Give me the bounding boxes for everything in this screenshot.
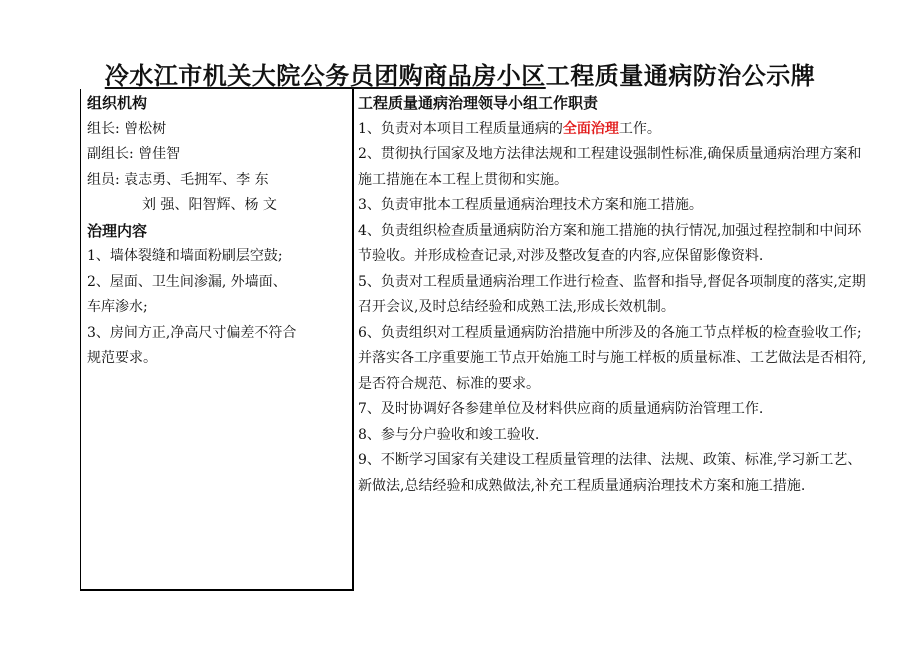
left-panel xyxy=(80,89,354,591)
duty1-text: 1、负责对本项目工程质量通病的 xyxy=(358,120,563,137)
title-rest: 工程质量通病防治公示牌 xyxy=(545,62,816,90)
duty1-highlight: 全面治理 xyxy=(562,120,619,137)
duty-item: 4、负责组织检查质量通病防治方案和施工措施的执行情况,加强过程控制和中间环节验收。并形成检查记录,对涉及整改复查的内容,应保留影像资料. xyxy=(358,222,862,264)
content-item: 1、墙体裂缝和墙面粉刷层空鼓; xyxy=(87,248,283,264)
deputy-line: 副组长: 曾佳智 xyxy=(87,146,181,162)
content-heading: 治理内容 xyxy=(87,221,148,240)
duty-item: 2、贯彻执行国家及地方法律法规和工程建设强制性标准,确保质量通病治理方案和施工措施在本工程上贯彻和实施。 xyxy=(358,146,862,188)
content-item: 规范要求。 xyxy=(87,350,157,366)
content-item: 3、房间方正,净高尺寸偏差不符合 xyxy=(87,324,297,341)
leader-line: 组长: 曾松树 xyxy=(87,120,167,137)
right-panel xyxy=(358,89,870,499)
duty-item: 8、参与分户验收和竣工验收. xyxy=(358,426,540,443)
duties-heading: 工程质量通病治理领导小组工作职责 xyxy=(358,94,599,112)
duty-item: 6、负责组织对工程质量通病防治措施中所涉及的各施工节点样板的检查验收工作; 并落实各工序重要施工节点开始施工时与施工样板的质量标准、工艺做法是否相符,是否符合规范、标准的要求。 xyxy=(358,324,867,392)
members-line-cont: 刘 强、阳智辉、杨 文 xyxy=(142,197,277,213)
notice-board xyxy=(80,89,870,590)
duty-item: 5、负责对工程质量通病治理工作进行检查、监督和指导,督促各项制度的落实,定期召开会议,及时总结经验和成熟工法,形成长效机制。 xyxy=(358,273,866,315)
title-underlined: 冷水江市机关大院公务员团购商品房小区 xyxy=(104,62,546,90)
content-item: 2、屋面、卫生间渗漏, 外墙面、 xyxy=(87,273,287,290)
duty-item-1 xyxy=(358,117,870,143)
duty-item: 9、不断学习国家有关建设工程质量管理的法律、法规、政策、标准,学习新工艺、新做法,总结经验和成熟做法,补充工程质量通病治理技术方案和施工措施. xyxy=(358,452,862,494)
members-line: 组员: 袁志勇、毛拥军、李 东 xyxy=(87,171,269,188)
page-title xyxy=(0,56,920,91)
content-item: 车库渗水; xyxy=(87,299,148,315)
duty-item: 3、负责审批本工程质量通病治理技术方案和施工措施。 xyxy=(358,197,703,213)
duty1-tail: 工作。 xyxy=(618,120,661,137)
org-heading: 组织机构 xyxy=(87,94,148,112)
duty-item: 7、及时协调好各参建单位及材料供应商的质量通病防治管理工作. xyxy=(358,401,764,417)
